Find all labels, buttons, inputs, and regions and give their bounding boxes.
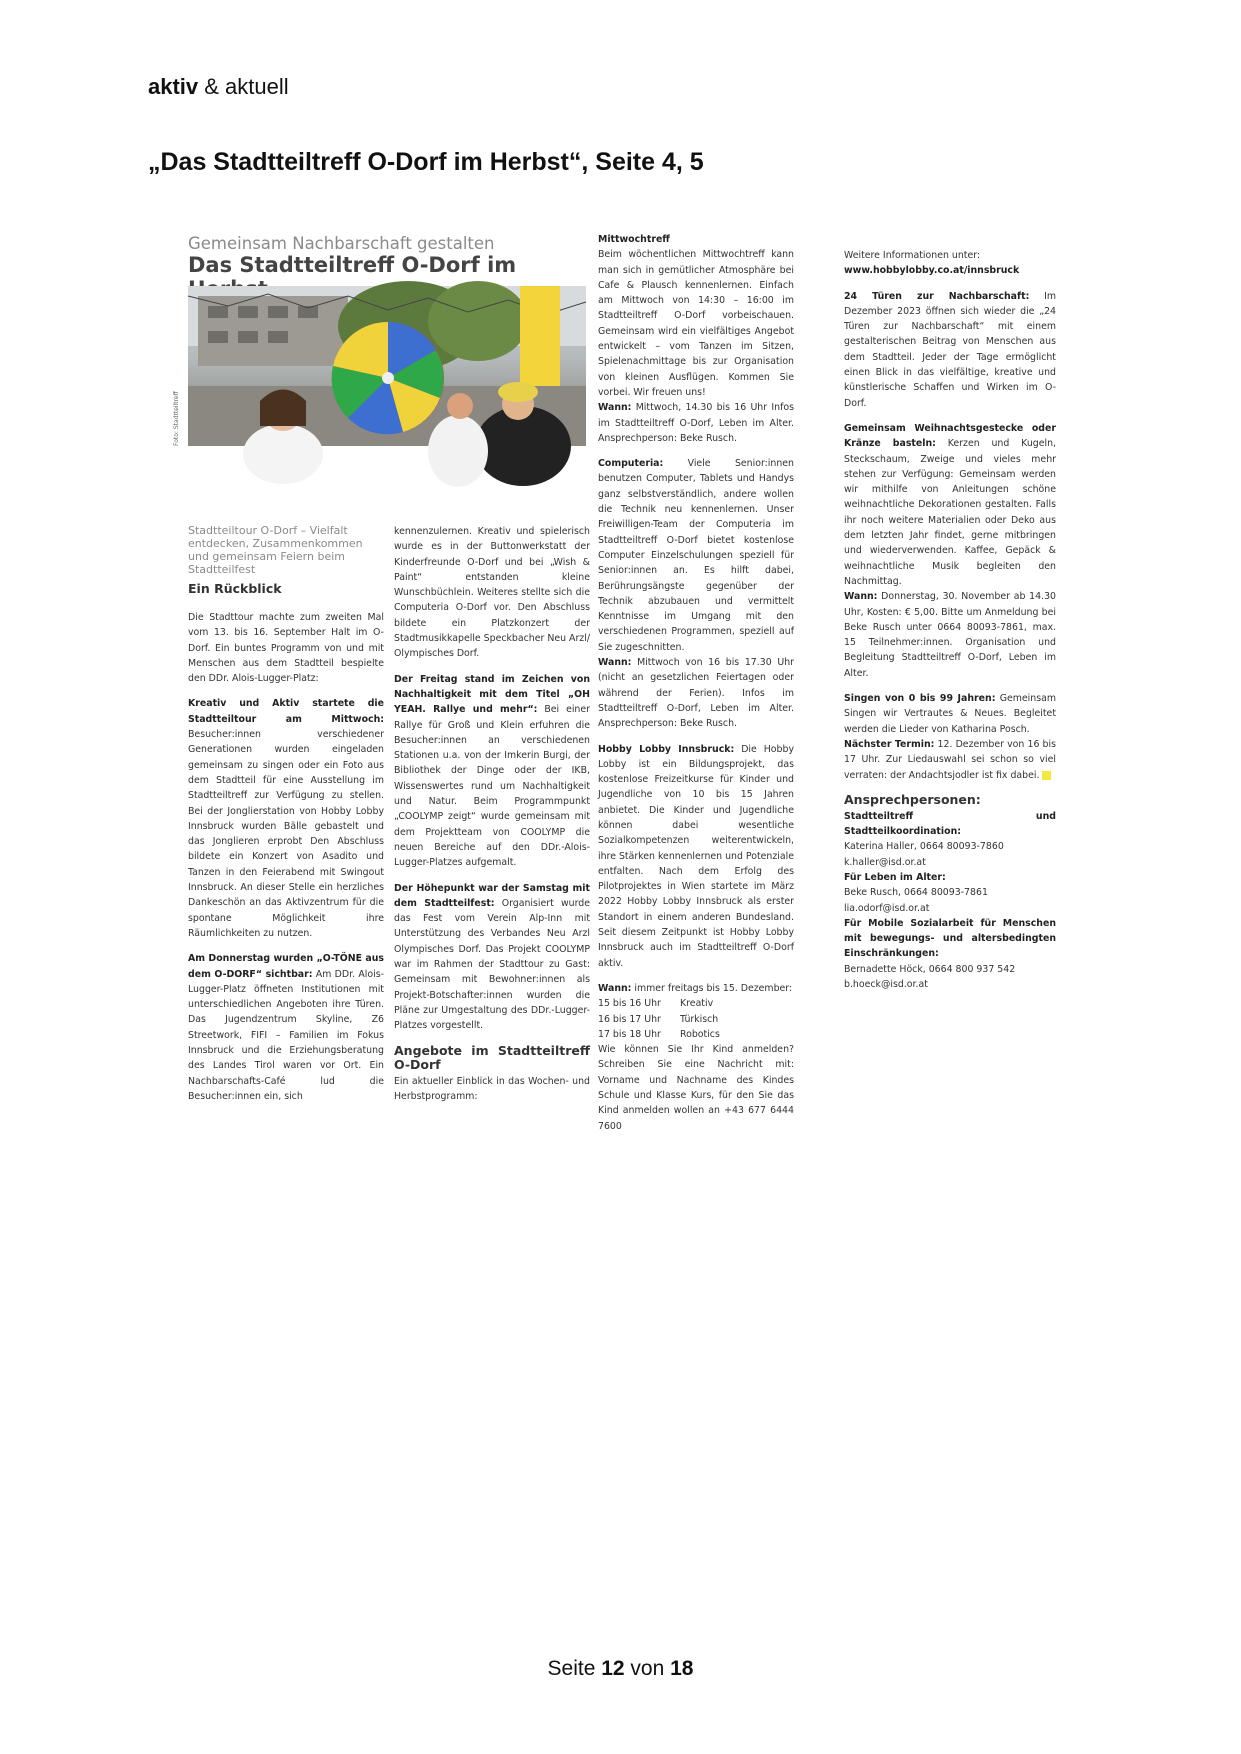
paragraph-einblick [394,1074,590,1105]
computeria-wann-text: Mittwoch von 16 bis 17.30 Uhr (nicht an gesetzlichen Feiertagen oder während der Ferien). Infos im Stadtteiltreff O-Dorf, Leben im Alter. Ansprechperson: Beke Rusch. [598,657,794,730]
contact-email[interactable]: b.hoeck@isd.or.at [844,979,928,991]
gestecke-lead: Gemeinsam Weihnachtsgestecke oder Kränze basteln: [844,422,1056,450]
schedule-time: 17 bis 18 Uhr [598,1028,661,1040]
newspaper-clipping [173,234,1068,1132]
hobby-wann-lead: Wann: [598,982,632,994]
tueren-text: Im Dezember 2023 öffnen sich wieder die „24 Türen zur Nachbarschaft“ mit einem gestalterischen Beitrag von Menschen aus dem Stadtteil. Jeder der Tage ermöglicht einen Blick in das vielfältige, kreative und künstlerische Schaffen und Wirken im O-Dorf. [844,290,1056,409]
gestecke-text: Kerzen und Kugeln, Steckschaum, Zweige und vieles mehr stehen zur Verfügung: Gemeinsam werden wir mithilfe von Anleitungen schöne weihnachtliche Dekorationen gestalten. Falls ihr noch weitere Materialien oder Deko aus dem letzten Jahr findet, gerne mitbringen und wiederverwenden. Kaffee, Gepäck & weihnachtliche Musik begleiten den Nachmittag. [844,438,1057,587]
p5-text: Bei einer Rallye für Groß und Klein erfuhren die Besucher:innen an verschiedenen Stationen u.a. von der Imkerin Burgi, der Bibliothek der Dinge oder der IKB, Wissenswertes rund um Nachhaltigkeit und Natur. Beim Programmpunkt „COOLYMP zeigt“ wurde gemeinsam mit dem Projektteam von COOLYMP die neuen Bereiche auf den DDr.-Alois-Lugger-Platzes aufgemalt. [394,704,591,869]
mittwochtreff-wann-lead: Wann: [598,402,632,414]
computeria-wann-lead: Wann: [598,657,632,669]
computeria-lead: Computeria: [598,458,664,470]
contact-email[interactable]: k.haller@isd.or.at [844,856,926,868]
article-kicker: Gemeinsam Nachbarschaft gestalten [188,234,495,253]
section-heading-angebote: Angebote im Stadtteiltreff O-Dorf [394,1042,590,1072]
mittwochtreff-lead: Mittwochtreff [598,234,670,245]
paragraph-singen [844,691,1056,783]
p6-lead: Der Höhepunkt war der Samstag mit dem Stadtteilfest: [394,882,590,909]
termin-text: 12. Dezember von 16 bis 17 Uhr. Zur Liedauswahl sei schon so viel verraten: der Andachtsjodler ist fix dabei. [844,738,1056,781]
paragraph-computeria [598,456,794,731]
tueren-lead: 24 Türen zur Nachbarschaft: [844,290,1030,302]
singen-lead: Singen von 0 bis 99 Jahren: [844,693,996,705]
photo-credit: Foto: Stadtteiltreff [173,391,180,446]
schedule-row [598,1027,794,1042]
paragraph-mittwoch [188,696,384,941]
p5-lead: Der Freitag stand im Zeichen von Nachhaltigkeit mit dem Titel „OH YEAH. Rallye und mehr“: [394,673,590,716]
paragraph-hobby-lobby [598,742,794,971]
paragraph-freitag [394,672,590,871]
schedule-course: Türkisch [680,1013,719,1025]
contact-name: Katerina Haller, 0664 80093-7860 [844,841,1004,853]
article-photo [173,286,586,446]
section-heading-rueckblick: Ein Rückblick [188,581,282,596]
hobby-wann-text: immer freitags bis 15. Dezember: [631,982,793,994]
photo-illustration [188,286,586,446]
contact-block [844,870,1056,916]
hobby-text: Die Hobby Lobby ist ein Bildungsprojekt, das kostenlose Freizeitkurse für Kinder und Jugendliche von 10 bis 15 Jahren anbietet. Die Kinder und Jugendliche können dabei wesentliche Sozialkompetenzen weiterentwickeln, ihre Stärken kennenlernen und Potenziale entfalten. Nach dem Erfolg des Pilotprojektes in Wien startete im März 2022 Hobby Lobby Innsbruck als erster Standort in einem anderen Bundesland. Seit diesem Zeitpunkt ist Hobby Lobby Innsbruck auch im Stadtteiltreff O-Dorf aktiv. [598,743,794,969]
gestecke-wann-text: Donnerstag, 30. November ab 14.30 Uhr, Kosten: € 5,00. Bitte um Anmeldung bei Beke Rusch unter 0664 80093-7861, max. 15 Teilnehmer:innen. Organisation und Begleitung Stadtteiltreff O-Dorf, Leben im Alter. [844,591,1056,679]
hobby-lead: Hobby Lobby Innsbruck: [598,743,735,755]
p1-text: Die Stadttour machte zum zweiten Mal vom 13. bis 16. September Halt im O-Dorf. Ein buntes Programm von und mit Menschen aus dem Stadtteil bespielte den DDr. Alois-Lugger-Platz: [188,612,384,685]
article-intro [188,524,386,598]
paragraph-24-tueren [844,289,1056,411]
schedule-time: 16 bis 17 Uhr [598,1013,661,1025]
footer-middle: von [624,1657,671,1680]
gestecke-wann-lead: Wann: [844,591,878,603]
header-brand-bold: aktiv [148,74,199,99]
hobby-schedule [598,981,794,1134]
contact-role: Stadtteiltreff und Stadtteilkoordination: [844,810,1056,838]
page-title: „Das Stadtteiltreff O-Dorf im Herbst“, Seite 4, 5 [148,148,704,176]
header-brand-rest: & aktuell [198,74,289,99]
paragraph-stadttour [188,610,384,686]
running-header [148,74,289,100]
anmelden-text: Wie können Sie Ihr Kind anmelden? Schreiben Sie eine Nachricht mit: Vorname und Nachname des Kindes Schule und Klasse Kurs, für den Sie das Kind anmelden wollen an +43 677 6444 7600 [598,1044,794,1132]
page-footer [0,1657,1241,1681]
article-headline: Das Stadtteiltreff O-Dorf im [188,253,517,277]
mittwochtreff-wann-text: Mittwoch, 14.30 bis 16 Uhr Infos im Stadtteiltreff O-Dorf, Leben im Alter. Ansprechperson: Beke Rusch. [598,402,794,444]
section-heading-ansprechpersonen: Ansprechpersonen: [844,791,981,807]
paragraph-samstag [394,881,590,1034]
schedule-course: Kreativ [680,998,714,1010]
singen-text: Gemeinsam Singen wir Vertrautes & Neues. Begleitet werden die Lieder von Katharina Posch. [844,693,1056,735]
paragraph-donnerstag [188,951,384,1104]
contact-name: Beke Rusch, 0664 80093-7861 [844,887,988,899]
footer-page-number: 12 [601,1657,625,1680]
p2-lead: Kreativ und Aktiv startete die Stadtteiltour am Mittwoch: [188,698,384,725]
column-3 [598,232,794,1134]
termin-lead: Nächster Termin: [844,738,935,750]
footer-prefix: Seite [547,1657,602,1680]
p6-text: Organisiert wurde das Fest vom Verein Alp-Inn mit Unterstützung des Verbandes Neu Arzl Olympisches Dorf. Das Projekt COOLYMP war im Rahmen der Stadttour zu Gast: Gemeinsam mit Bewohner:innen als Projekt-Botschafter:innen wurden die Pläne zur Umgestaltung des DDr.-Lugger-Platzes vorgestellt. [394,897,591,1032]
contact-block [844,916,1056,992]
computeria-text: Viele Senior:innen benutzen Computer, Tablets und Handys ganz selbstverständlich, andere wollen die Technik neu kennenlernen. Unser Freiwilligen-Team der Computeria im Stadtteiltreff O-Dorf bietet kostenlose Computer Einzelschulungen speziell für Senior:innen an. Es hilft dabei, Berührungsängste gegenüber der Technik abzubauen und vermittelt Kenntnisse im Umgang mit den verschiedenen Programmen, speziell auf Sie zugeschnitten. [598,458,794,653]
schedule-course: Robotics [680,1028,720,1040]
schedule-time: 15 bis 16 Uhr [598,998,661,1010]
schedule-row [598,1012,794,1027]
mittwochtreff-text: Beim wöchentlichen Mittwochtreff kann man sich in gemütlicher Atmosphäre bei Cafe & Plausch kennenlernen. Einfach am Mittwoch von 14:30 – 16:00 im Stadtteiltreff O-Dorf vorbeischauen. Gemeinsam wird ein vielfältiges Angebot entwickelt – vom Tanzen im Sitzen, Spielenachmittage bis zur Organisation von kleinen Ausflügen. Kommen Sie vorbei. Wir freuen uns! [598,249,794,398]
schedule-row [598,996,794,1011]
p3-lead: Am Donnerstag wurden „O-TÖNE aus dem O-DORF“ sichtbar: [188,953,384,980]
p7-text: Ein aktueller Einblick in das Wochen- und Herbstprogramm: [394,1075,590,1102]
footer-page-total: 18 [670,1657,694,1680]
contact-role: Für Leben im Alter: [844,871,946,883]
p3-text: Am DDr. Alois-Lugger-Platz öffneten Institutionen mit unterschiedlichen Angeboten ihre Türen. Das Jugendzentrum Skyline, Z6 Streetwork, FIFI – Familien im Fokus Innsbruck und die Erziehungsberatung des Landes Tirol waren vor Ort. Ein Nachbarschafts-Café lud die Besucher:innen ein, sich [188,968,384,1102]
p4-text: kennenzulernen. Kreativ und spielerisch wurde es in der Buttonwerkstatt der Kinderfreunde O-Dorf und bei „Wish & Paint“ entstanden kleine Wunschbüchlein. Weiteres stellte sich die Computeria O-Dorf vor. Den Abschluss bildete ein Platzkonzert der Stadtmusikkapelle Speckbacher Neu Arzl/ Olympisches Dorf. [394,526,590,660]
paragraph-mittwochtreff [598,232,794,446]
p2-text: Besucher:innen verschiedener Generationen wurden eingeladen gemeinsam zu singen oder ein Foto aus dem Stadtteil für eine Ausstellung im Stadtteiltreff zur Verfügung zu stellen. Bei der Jonglierstation von Hobby Lobby Innsbruck wurden Bälle gebastelt und das Jonglieren erprobt Den Abschluss bildete ein Konzert von Asadito und Tanzen in den Feierabend mit Swingout Innsbruck. An dieser Stelle ein herzliches Dankeschön an das Aktivzentrum für die spontane Möglichkeit ihre Räumlichkeiten zu nutzen. [188,729,384,939]
column-2 [394,524,590,1114]
contact-block [844,809,1056,870]
paragraph-weitere-info [844,248,1056,279]
intro-text: Stadtteiltour O-Dorf – Vielfalt entdecken, Zusammenkommen und gemeinsam Feiern beim Stadtteilfest [188,524,363,576]
column-4 [844,248,1056,992]
paragraph-kennenlernen [394,524,590,662]
contact-role: Für Mobile Sozialarbeit für Menschen mit bewegungs- und altersbedingten Einschränkungen: [844,917,1056,960]
weitere-text: Weitere Informationen unter: [844,250,981,261]
column-1 [188,610,384,1114]
contact-name: Bernadette Höck, 0664 800 937 542 [844,963,1016,975]
contact-email[interactable]: lia.odorf@isd.or.at [844,902,930,914]
hobbylobby-link[interactable]: www.hobbylobby.co.at/innsbruck [844,265,1020,277]
highlight-marker-icon [1042,771,1051,780]
paragraph-weihnachtsgestecke [844,421,1056,681]
